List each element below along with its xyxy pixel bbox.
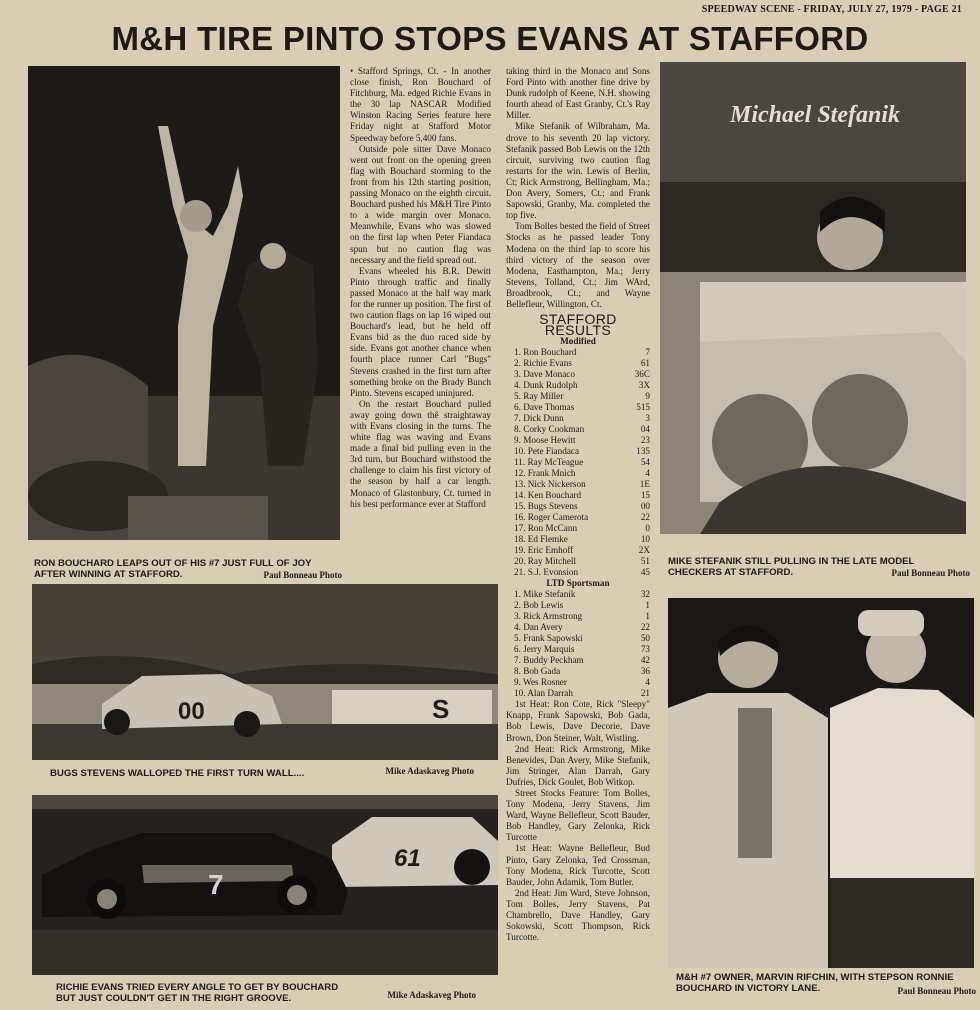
photo-victory-caption: M&H #7 OWNER, MARVIN RIFCHIN, WITH STEPSON RONNIE BOUCHARD IN VICTORY LANE. [676,972,954,994]
result-row: 5. Ray Miller 9 [514,391,650,402]
heat-results: 2nd Heat: Jim Ward, Steve Johnson, Tom Bolles, Jerry Stavens, Pat Chambrello, Dave Handley, Gary Sokowski, Scott Thompson, Rick Turcotte. [506,887,650,943]
result-row: 6. Jerry Marquis 73 [514,644,650,655]
result-row: 1. Ron Bouchard 7 [514,347,650,358]
heat-results: 1st Heat: Ron Cote, Rick "Sleepy" Knapp, Frank Sapowski, Bob Gada, Bob Lewis, Dave Decorie, Dave Brown, Don Steiner, Walt, Wistling. [506,699,650,743]
result-row: 8. Corky Cookman 04 [514,424,650,435]
result-row: 11. Ray McTeague 54 [514,457,650,468]
photo-evans-caption: RICHIE EVANS TRIED EVERY ANGLE TO GET BY BOUCHARD BUT JUST COULDN'T GET IN THE RIGHT GROOVE. [56,982,339,1004]
photo-bugs-stevens-image [32,584,498,760]
result-row: 21. S.J. Evonsion 45 [514,567,650,578]
photo-evans-bouchard-image [32,795,498,975]
result-row: 10. Pete Fiandaca 135 [514,446,650,457]
result-row: 16. Roger Camerota 22 [514,512,650,523]
result-row: 10. Alan Darrah 21 [514,688,650,699]
result-row: 7. Dick Dunn 3 [514,413,650,424]
article-paragraph: Outside pole sitter Dave Monaco went out front on the opening green flag with Bouchard storming to the front from his 12th starting position, passing Monaco on the eighth circuit. Bouchard pushed his M&H Tire Pinto to a wide margin over Monaco. Meanwhile, Evans who was slowed on the first lap when Peter Fiandaca spun but no caution flag was necessary and the field spread out. [350,143,491,265]
result-row: 9. Wes Rosner 4 [514,677,650,688]
photo-stefanik-caption: MIKE STEFANIK STILL PULLING IN THE LATE MODEL CHECKERS AT STAFFORD. [668,556,915,578]
dateline: SPEEDWAY SCENE - FRIDAY, JULY 27, 1979 - PAGE 21 [701,4,962,15]
photo-evans-bouchard [32,795,498,975]
result-row: 7. Buddy Peckham 42 [514,655,650,666]
car-number-7: 7 [208,869,224,900]
result-row: 8. Bob Gada 36 [514,666,650,677]
photo-bugs-credit: Mike Adaskaveg Photo [385,766,474,776]
article-paragraph: On the restart Bouchard pulled away going down thê straightaway with Evans closing in the turns. The white flag was waving and Evans made a final bid pulling even in the 3rd turn, but Bouchard withstood the challenge to claim his first victory of the season by half a car length. Monaco of Glastonbury, Ct. turned in his best performance ever at Stafford [350,398,491,509]
result-row: 3. Dave Monaco 36C [514,369,650,380]
results-ltd-list [506,589,650,699]
photo-bouchard-caption: RON BOUCHARD LEAPS OUT OF HIS #7 JUST FULL OF JOY AFTER WINNING AT STAFFORD. [34,558,312,580]
article-paragraph: Tom Bolles bested the field of Street Stocks as he passed leader Tony Modena on the third lap to score his third victory of the season over Modena, Easthampton, Ma.; Jerry Stevens, Tolland, Ct.; Jim WArd, Broadbrook, Ct.; and Wayne Bellefleur, Willington, Ct. [506,221,650,309]
result-row: 3. Rick Armstrong 1 [514,611,650,622]
photo-victory-lane-image [668,598,974,968]
headline: M&H TIRE PINTO STOPS EVANS AT STAFFORD [111,20,869,57]
result-row: 19. Eric Emhoff 2X [514,545,650,556]
result-row: 5. Frank Sapowski 50 [514,633,650,644]
results-title: STAFFORD RESULTS [539,311,617,339]
article-paragraph: Mike Stefanik of Wilbraham, Ma. drove to his seventh 20 lap victory. Stefanik passed Bob Lewis on the 12th circuit, surviving two caution flag restarts for the win. Lewis of Berlin, Ct; Rick Armstrong, Bellingham, Ma.; Don Avery, Somers, Ct.; and Frank Sapowski, Granby, Ma. completed the top five. [506,121,650,221]
heat-results: Street Stocks Feature: Tom Bolles, Tony Modena, Jerry Stavens, Jim Ward, Wayne Bellefleur, Scott Bauder, Bob Handley, Gary Zelonka, Rick Turcotte [506,788,650,843]
result-row: 17. Ron McCann 0 [514,523,650,534]
heat-results: 1st Heat: Wayne Bellefleur, Bud Pinto, Gary Zelonka, Ted Crossman, Tony Modena, Rick Turcotte, Scott Bauder, John Adamik, Tom Butler. [506,843,650,887]
result-row: 13. Nick Nickerson 1E [514,479,650,490]
results-ltd-label: LTD Sportsman [546,578,610,589]
photo-bugs-stevens [32,584,498,760]
article-column-1 [350,66,491,510]
result-row: 14. Ken Bouchard 15 [514,490,650,501]
results-modified-label: Modified [560,336,596,347]
result-row: 1. Mike Stefanik 32 [514,589,650,600]
wall-sign-letter: S [432,694,450,724]
result-row: 2. Richie Evans 61 [514,358,650,369]
result-row: 15. Bugs Stevens 00 [514,501,650,512]
photo-victory-credit: Paul Bonneau Photo [897,986,976,996]
photo-stefanik [660,62,966,534]
photo-stefanik-image [660,62,966,534]
photo-bouchard-leaping [28,66,340,540]
result-row: 6. Dave Thomas 515 [514,402,650,413]
heat-results: 2nd Heat: Rick Armstrong, Mike Benevides, Dan Avery, Mike Stefanik, Jim Stringer, Alan Darrah, Gary Dufries, Dick Goulet, Bob Witkop. [506,743,650,787]
car-number-61: 61 [394,845,421,872]
result-row: 4. Dan Avery 22 [514,622,650,633]
results-modified-list [506,347,650,578]
article-paragraph: Evans wheeled his B.R. Dewitt Pinto through traffic and finally passed Monaco at the half way mark for the runner up position. The first of two caution flags on lap 16 wiped out Bouchard's lead, but he held off Evans bid as the duo raced side by side. Evans got another chance when fourth place runner Carl "Bugs" Stevens crashed in the first turn after something broke on the Brady Bunch Pinto. Stevens escaped uninjured. [350,265,491,398]
photo-evans-credit: Mike Adaskaveg Photo [387,990,476,1000]
result-row: 4. Dunk Rudolph 3X [514,380,650,391]
result-row: 18. Ed Flemke 10 [514,534,650,545]
result-row: 20. Ray Mitchell 51 [514,556,650,567]
article-paragraph: taking third in the Monaco and Sons Ford Pinto with another fine drive by Dunk rudolph of Keene, N.H. showing fourth ahead of East Granby, Ct.'s Ray Miller. [506,66,650,121]
photo-bouchard-leaping-image [28,66,340,540]
photo-victory-lane [668,598,974,968]
photo-stefanik-credit: Paul Bonneau Photo [891,568,970,578]
result-row: 2. Bob Lewis 1 [514,600,650,611]
article-paragraph: • Stafford Springs, Ct. - In another close finish, Ron Bouchard of Fitchburg, Ma. edged Richie Evans in the 30 lap NASCAR Modified Winston Racing Series feature here Friday night at Stafford Motor Speedway before 5,400 fans. [350,66,491,143]
result-row: 9. Moose Hewitt 23 [514,435,650,446]
photo-bugs-caption: BUGS STEVENS WALLOPED THE FIRST TURN WALL.... [50,768,305,779]
car-door-lettering: Michael Stefanik [730,102,901,128]
result-row: 12. Frank Mnich 4 [514,468,650,479]
car-number-00: 00 [178,698,205,725]
article-column-2 [506,66,650,943]
photo-bouchard-credit: Paul Bonneau Photo [263,570,342,580]
